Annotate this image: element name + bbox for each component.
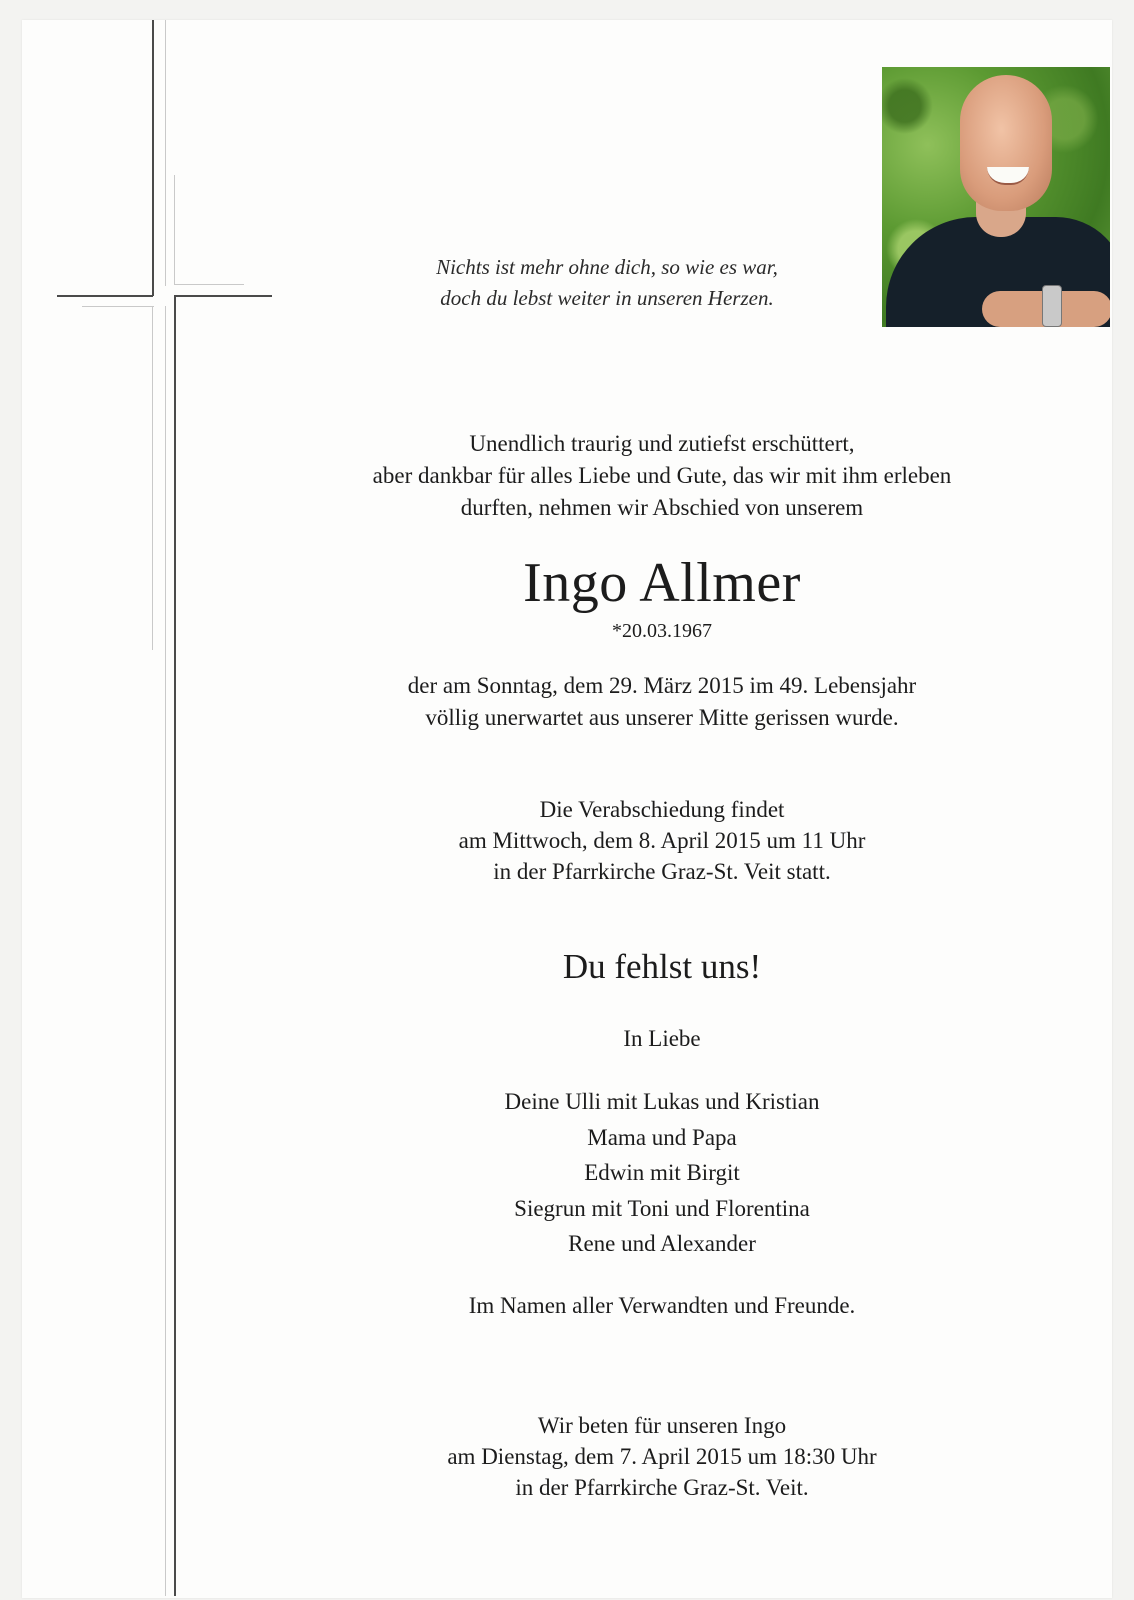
intro-line: aber dankbar für alles Liebe und Gute, das wir mit ihm erleben [372,463,952,488]
cross-inner-upper [174,175,175,285]
prayer-line: in der Pfarrkirche Graz-St. Veit. [515,1475,809,1500]
farewell-line: Die Verabschiedung findet [539,797,785,822]
farewell-details [322,794,1002,887]
family-list [322,1084,1002,1262]
memorial-motto [352,252,862,314]
portrait-photo [882,67,1110,327]
closing-phrase: Du fehlst uns! [562,947,762,986]
cross-vertical-lower-inner [165,306,166,1596]
intro-line: Unendlich traurig und zutiefst erschüttert, [469,431,855,456]
cross-vertical-upper-right [165,20,166,286]
deceased-name: Ingo Allmer [523,552,801,614]
farewell-line: in der Pfarrkirche Graz-St. Veit statt. [493,859,831,884]
prayer-line: Wir beten für unseren Ingo [537,1413,787,1438]
family-member: Edwin mit Birgit [584,1160,740,1185]
motto-line: Nichts ist mehr ohne dich, so wie es war, [436,255,778,279]
motto-line: doch du lebst weiter in unseren Herzen. [440,286,774,310]
birth-date: *20.03.1967 [612,620,712,642]
cross-inner-right-top [174,284,244,285]
cross-arm-left [57,295,153,297]
prayer-details [322,1410,1002,1503]
family-member: Rene und Alexander [568,1231,756,1256]
cross-arm-right [174,295,272,297]
death-notice [322,670,1002,734]
cross-inner-left-bottom [82,306,154,307]
family-member: Mama und Papa [587,1124,737,1150]
farewell-line: am Mittwoch, dem 8. April 2015 um 11 Uhr [458,828,866,853]
signoff: In Liebe [623,1026,701,1051]
obituary-page [22,20,1112,1598]
intro-line: durften, nehmen wir Abschied von unserem [460,495,864,520]
relatives-line: Im Namen aller Verwandten und Freunde. [468,1293,856,1318]
death-line: völlig unerwartet aus unserer Mitte gerissen wurde. [425,705,899,730]
family-member: Deine Ulli mit Lukas und Kristian [504,1089,820,1114]
cross-vertical-lower-left [152,306,153,650]
family-member: Siegrun mit Toni und Florentina [514,1195,810,1221]
cross-vertical-upper-left [152,20,154,296]
intro-text [322,428,1002,524]
cross-vertical-lower-right [174,296,176,1596]
prayer-line: am Dienstag, dem 7. April 2015 um 18:30 Uhr [447,1444,877,1469]
death-line: der am Sonntag, dem 29. März 2015 im 49. Lebensjahr [407,673,917,698]
